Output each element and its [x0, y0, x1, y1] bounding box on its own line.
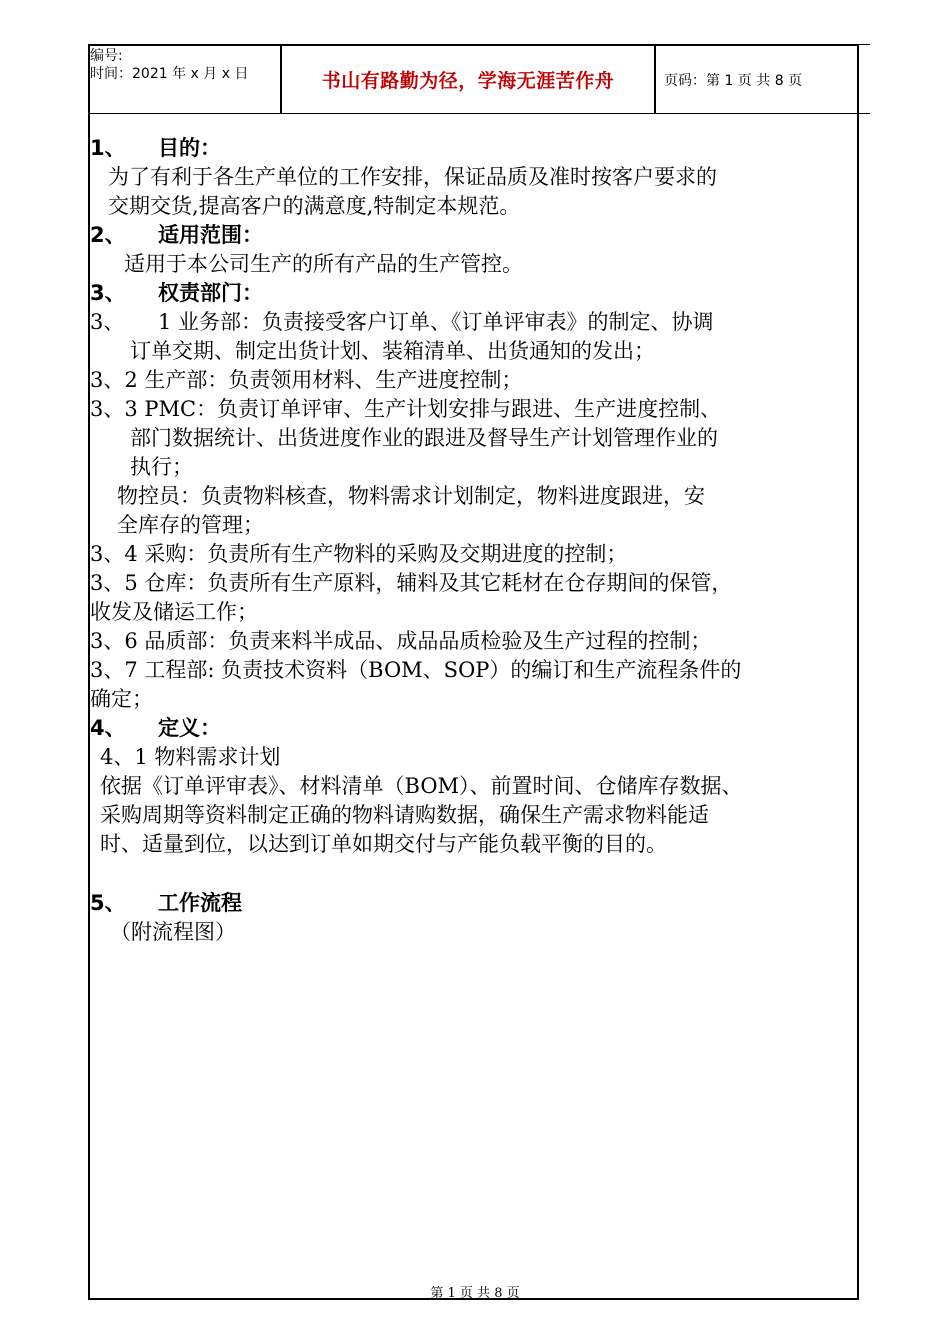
header-page-info: 页码：第 1 页 共 8 页	[664, 73, 803, 89]
section-2-heading	[90, 221, 860, 250]
item-3-3-line-4: 物控员：负责物料核查，物料需求计划制定，物料进度跟进，安	[117, 484, 705, 508]
section-5-number: 5、	[90, 891, 126, 915]
header-meta	[90, 47, 248, 83]
item-3-3-line-1: 3、3 PMC：负责订单评审、生产计划安排与跟进、生产进度控制、	[90, 397, 722, 421]
section-2-title: 适用范围：	[158, 223, 263, 247]
section-3-heading	[90, 279, 860, 308]
item-3-1-text: 1 业务部：负责接受客户订单、《订单评审表》的制定、协调	[158, 310, 714, 334]
section-4-text-3: 时、适量到位，以达到订单如期交付与产能负载平衡的目的。	[100, 832, 667, 856]
section-1-title: 目的：	[158, 136, 221, 160]
section-4-title: 定义：	[158, 716, 221, 740]
item-3-6: 3、6 品质部：负责来料半成品、成品品质检验及生产过程的控制；	[90, 629, 712, 653]
item-3-5-line-2: 收发及储运工作；	[90, 600, 258, 624]
header-divider-right	[654, 44, 656, 114]
item-3-5-line-1: 3、5 仓库：负责所有生产原料，辅料及其它耗材在仓存期间的保管，	[90, 571, 733, 595]
section-2-text-1: 适用于本公司生产的所有产品的生产管控。	[124, 252, 523, 276]
section-5-heading	[90, 889, 860, 918]
item-3-1-line-1	[90, 308, 860, 337]
section-4-text-1: 依据《订单评审表》、材料清单（BOM）、前置时间、仓储库存数据、	[100, 774, 743, 798]
item-3-2: 3、2 生产部：负责领用材料、生产进度控制；	[90, 368, 523, 392]
document-body	[90, 134, 860, 947]
section-1-number: 1、	[90, 136, 126, 160]
item-4-1: 4、1 物料需求计划	[100, 745, 281, 769]
item-3-7-line-2: 确定；	[90, 687, 153, 711]
item-3-4: 3、4 采购：负责所有生产物料的采购及交期进度的控制；	[90, 542, 628, 566]
section-1-text-1: 为了有利于各生产单位的工作安排，保证品质及准时按客户要求的	[108, 165, 717, 189]
date-label: 时间：2021 年 x 月 x 日	[90, 66, 249, 82]
section-1-heading	[90, 134, 860, 163]
section-1-text-2: 交期交货,提高客户的满意度,特制定本规范。	[108, 194, 521, 218]
item-3-7-line-1: 3、7 工程部: 负责技术资料（BOM、SOP）的编订和生产流程条件的	[90, 658, 742, 682]
section-4-text-2: 采购周期等资料制定正确的物料请购数据，确保生产需求物料能适	[100, 803, 709, 827]
section-4-number: 4、	[90, 716, 126, 740]
item-3-3-line-2: 部门数据统计、出货进度作业的跟进及督导生产计划管理作业的	[130, 426, 718, 450]
header-motto: 书山有路勤为径，学海无涯苦作舟	[321, 69, 615, 92]
section-5-text-1: （附流程图）	[110, 920, 236, 944]
item-3-1-number: 3、	[90, 310, 125, 334]
section-5-title: 工作流程	[158, 891, 242, 915]
code-label: 编号:	[90, 48, 123, 64]
section-4-heading	[90, 714, 860, 743]
item-3-1-line-2: 订单交期、制定出货计划、装箱清单、出货通知的发出；	[130, 339, 655, 363]
section-3-title: 权责部门：	[158, 281, 263, 305]
spacer	[90, 859, 860, 889]
section-3-number: 3、	[90, 281, 126, 305]
item-3-3-line-3: 执行；	[130, 455, 193, 479]
section-2-number: 2、	[90, 223, 126, 247]
page-footer: 第 1 页 共 8 页	[430, 1286, 520, 1301]
item-3-3-line-5: 全库存的管理；	[117, 513, 264, 537]
